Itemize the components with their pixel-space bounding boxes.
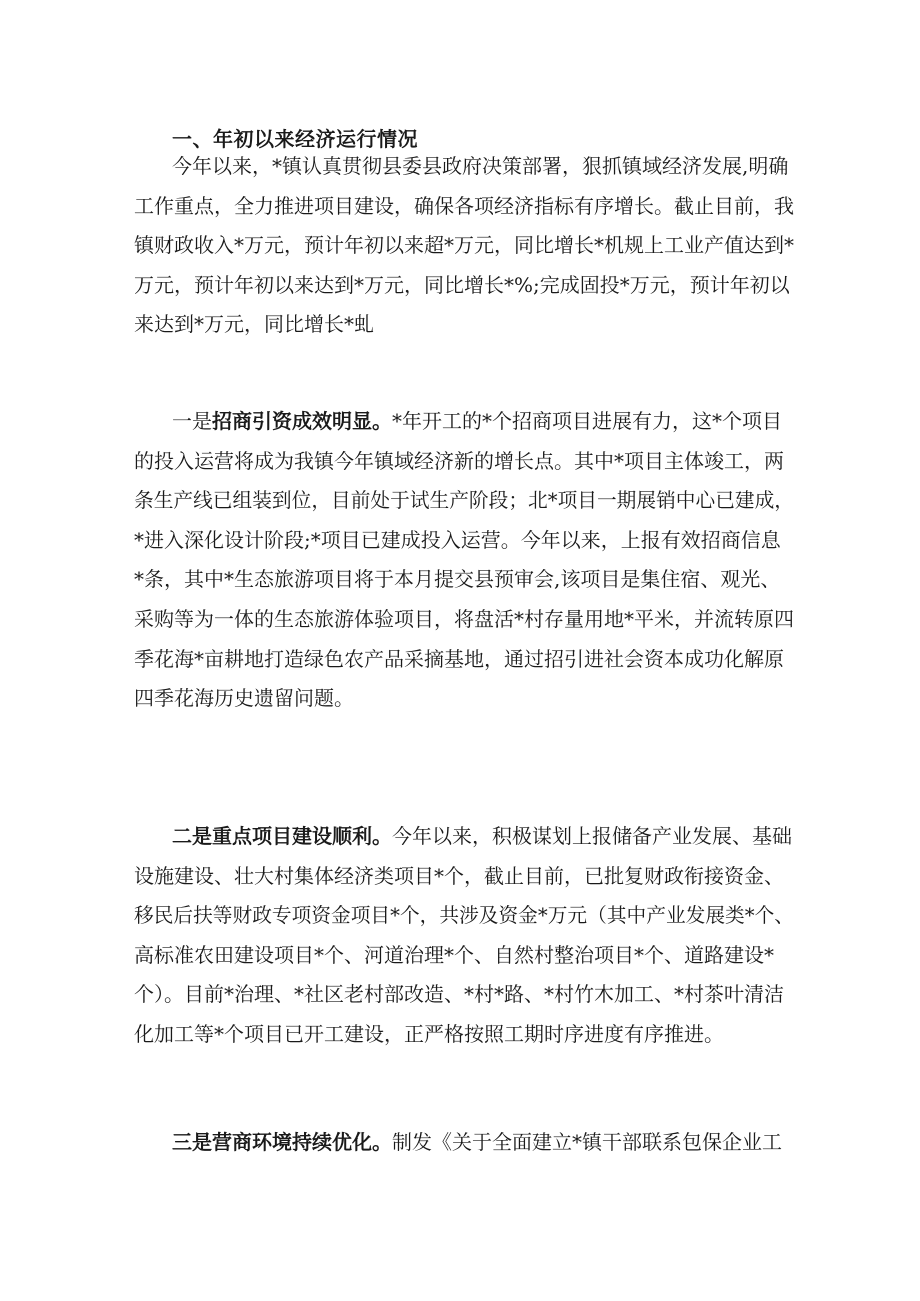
- paragraph-line: 高标准农田建设项目*个、河道治理*个、自然村整治项目*个、道路建设*: [134, 942, 774, 967]
- paragraph-lead: 三是营商环境持续优化。: [172, 1130, 392, 1154]
- paragraph-line: 移民后扶等财政专项资金项目*个，共涉及资金*万元（其中产业发展类*个、: [134, 903, 794, 928]
- paragraph-lead: 二是重点项目建设顺利。: [172, 824, 392, 848]
- paragraph-line: 四季花海历史遗留问题。: [134, 686, 354, 711]
- paragraph-lead: 招商引资成效明显。: [212, 409, 392, 433]
- paragraph-line-text: *年开工的*个招商项目进展有力，这*个项目: [392, 409, 782, 433]
- paragraph-line: 的投入运营将成为我镇今年镇域经济新的增长点。其中*项目主体竣工，两: [134, 448, 784, 473]
- paragraph-first-line: [134, 1123, 794, 1163]
- paragraph-line: 季花海*亩耕地打造绿色农产品采摘基地，通过招引进社会资本成功化解原: [134, 646, 784, 671]
- paragraph-line: 工作重点，全力推进项目建设，确保各项经济指标有序增长。截止目前，我: [134, 193, 794, 218]
- paragraph-line: 化加工等*个项目已开工建设，正严格按照工期时序进度有序推进。: [134, 1021, 724, 1046]
- paragraph-line: *进入深化设计阶段;*项目已建成投入运营。今年以来，上报有效招商信息: [134, 527, 781, 552]
- paragraph-investment: [134, 402, 794, 719]
- paragraph-key-projects: [134, 817, 794, 1055]
- paragraph-line: 镇财政收入*万元，预计年初以来超*万元，同比增长*机规上工业产值达到*: [134, 233, 794, 258]
- section-heading: 一、年初以来经济运行情况: [172, 127, 418, 151]
- paragraph-first-line: [134, 817, 794, 857]
- paragraph-first-line: [134, 402, 794, 442]
- lead-prefix: 一是: [172, 409, 212, 433]
- paragraph-line: 条生产线已组装到位，目前处于试生产阶段；北*项目一期展销中心已建成，: [134, 488, 794, 513]
- paragraph-line-text: 制发《关于全面建立*镇干部联系包保企业工: [392, 1130, 782, 1154]
- paragraph-line-text: 今年以来，积极谋划上报储备产业发展、基础: [392, 824, 792, 848]
- paragraph-line: 采购等为一体的生态旅游体验项目，将盘活*村存量用地*平米，并流转原四: [134, 606, 794, 631]
- paragraph-business-environment: [134, 1123, 794, 1163]
- paragraph-economic-overview: [134, 147, 794, 345]
- paragraph-line: *条，其中*生态旅游项目将于本月提交县预审会,该项目是集住宿、观光、: [134, 567, 781, 592]
- paragraph-line: 万元，预计年初以来达到*万元，同比增长*%;完成固投*万元，预计年初以: [134, 272, 790, 297]
- paragraph-line: 今年以来，*镇认真贯彻县委县政府决策部署，狠抓镇域经济发展,明确: [172, 154, 789, 178]
- paragraph-line: 设施建设、壮大村集体经济类项目*个，截止目前，已批复财政衔接资金、: [134, 863, 784, 888]
- paragraph-line: 来达到*万元，同比增长*虬: [134, 312, 374, 337]
- paragraph-line: 个）。目前*治理、*社区老村部改造、*村*路、*村竹木加工、*村茶叶清洁: [134, 982, 784, 1007]
